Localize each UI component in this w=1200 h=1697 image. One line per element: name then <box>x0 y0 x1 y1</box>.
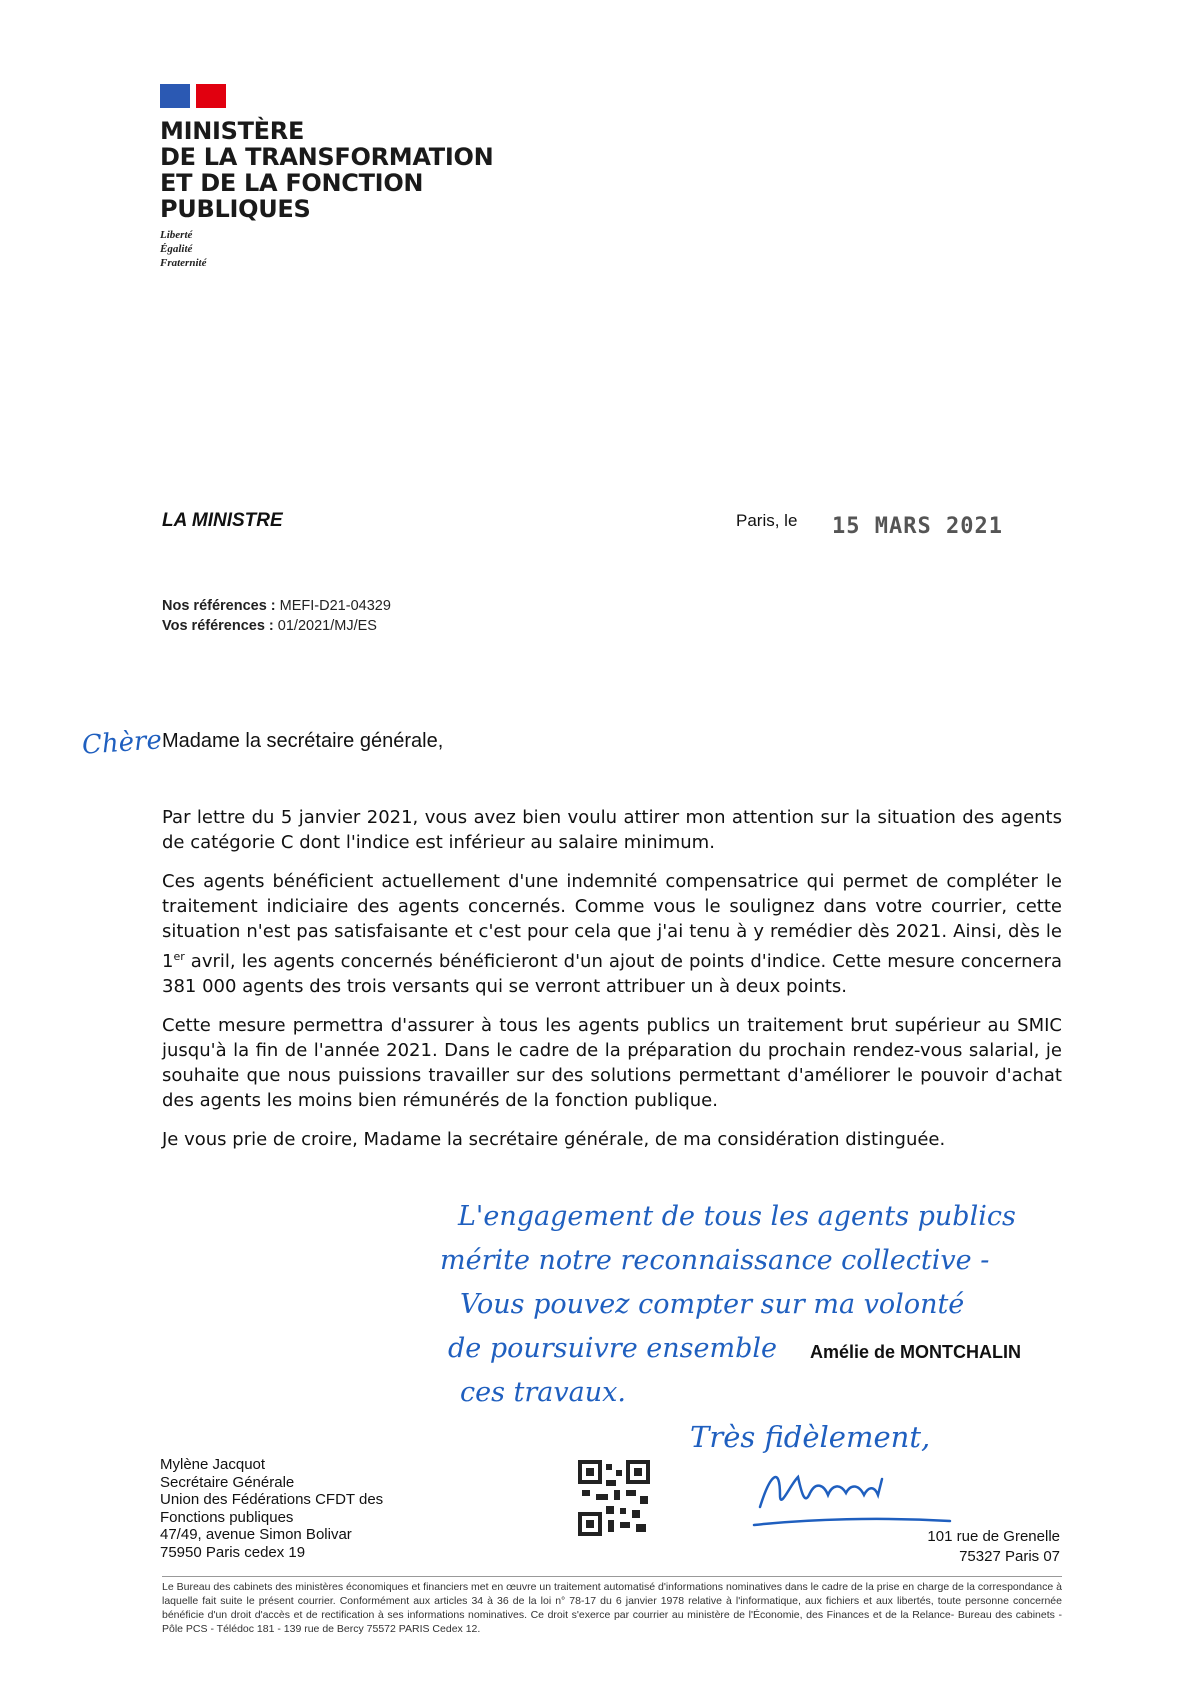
handwritten-note <box>440 1195 1070 1459</box>
republic-motto <box>160 228 206 270</box>
handwritten-line: mérite notre reconnaissance collective - <box>440 1245 990 1276</box>
recipient-line: Fonctions publiques <box>160 1508 294 1526</box>
recipient-line: Union des Fédérations CFDT des <box>160 1491 384 1508</box>
references <box>162 596 391 636</box>
recipient-block <box>160 1456 383 1561</box>
salutation: Madame la secrétaire générale, <box>162 730 444 752</box>
your-ref-label: Vos références : <box>162 618 274 634</box>
address-line: 75327 Paris 07 <box>959 1548 1060 1565</box>
address-line: 101 rue de Grenelle <box>927 1528 1060 1545</box>
handwritten-line: de poursuivre ensemble <box>448 1333 777 1364</box>
handwritten-line: L'engagement de tous les agents publics <box>458 1201 1016 1232</box>
signature-icon <box>750 1455 960 1535</box>
closing-formula: Je vous prie de croire, Madame la secrétaire générale, de ma considération distinguée. <box>162 1129 946 1150</box>
ministry-line: DE LA TRANSFORMATION <box>160 143 494 171</box>
recipient-line: Mylène Jacquot <box>160 1456 266 1473</box>
paragraph: Ces agents bénéficient actuellement d'une indemnité compensatrice qui permet de compléter le traitement indiciaire des agents concernés. Comme vous le soulignez dans votre courrier, cette situation n'est pas satisfaisante et c'est pour cela que j'ai tenu à y remédier dès 2021. Ainsi, dès le 1er avril, les agents concernés bénéficieront d'un ajout de points d'indice. Cette mesure concernera 381 000 agents des trois versants qui se verront attribuer un à deux points. <box>162 871 1062 997</box>
your-ref-value: 01/2021/MJ/ES <box>277 618 377 634</box>
footer-divider <box>162 1576 1062 1577</box>
recipient-line: 75950 Paris cedex 19 <box>160 1543 306 1561</box>
recipient-line: Secrétaire Générale <box>160 1473 295 1491</box>
handwritten-salutation: Chère <box>81 725 163 761</box>
ministry-line: ET DE LA FONCTION <box>160 169 424 197</box>
our-ref-label: Nos références : <box>162 598 276 614</box>
qr-code-icon <box>578 1460 650 1536</box>
handwritten-line: Vous pouvez compter sur ma volonté <box>460 1289 965 1320</box>
our-ref-value: MEFI-D21-04329 <box>279 598 391 614</box>
motto-line: Liberté <box>160 229 193 241</box>
republique-francaise-logo <box>160 84 226 108</box>
ministry-line: PUBLIQUES <box>160 195 311 223</box>
legal-footer: Le Bureau des cabinets des ministères économiques et financiers met en œuvre un traitement automatisé d'informations nominatives dans le cadre de la prise en charge de la correspondance à laquelle fait suite le présent courrier. Conformément aux articles 34 à 36 de la loi n° 78-17 du 6 janvier 1978 relative à l'informatique, aux fichiers et aux libertés, toute personne concernée bénéficie d'un droit d'accès et de rectification à ses informations nominatives. Ce droit s'exerce par courrier au ministère de l'Économie, des Finances et de la Relance- Bureau des cabinets - Pôle PCS - Télédoc 181 - 139 rue de Bercy 75572 PARIS Cedex 12. <box>162 1581 1062 1635</box>
recipient-line: 47/49, avenue Simon Bolivar <box>160 1526 352 1543</box>
place-label: Paris, le <box>736 511 798 530</box>
letter-body <box>162 805 1062 1166</box>
french-flag-icon <box>160 84 226 108</box>
date-stamp: 15 MARS 2021 <box>832 514 1003 539</box>
ministry-line: MINISTÈRE <box>160 117 305 145</box>
paragraph: Cette mesure permettra d'assurer à tous les agents publics un traitement brut supérieur au SMIC jusqu'à la fin de l'année 2021. Dans le cadre de la préparation du prochain rendez-vous salarial, je souhaite que nous puissions travailler sur des solutions permettant d'améliorer le pouvoir d'achat des agents les moins bien rémunérés de la fonction publique. <box>162 1015 1062 1111</box>
signer-name: Amélie de MONTCHALIN <box>810 1342 1022 1362</box>
motto-line: Égalité <box>160 243 193 255</box>
handwritten-line: Très fidèlement, <box>690 1420 931 1454</box>
handwritten-line: ces travaux. <box>460 1377 626 1408</box>
motto-line: Fraternité <box>160 257 207 269</box>
paragraph: Par lettre du 5 janvier 2021, vous avez bien voulu attirer mon attention sur la situation des agents de catégorie C dont l'indice est inférieur au salaire minimum. <box>162 807 1062 853</box>
sender-title: LA MINISTRE <box>162 510 283 531</box>
ministry-address <box>910 1527 1060 1567</box>
ministry-name <box>160 118 493 222</box>
